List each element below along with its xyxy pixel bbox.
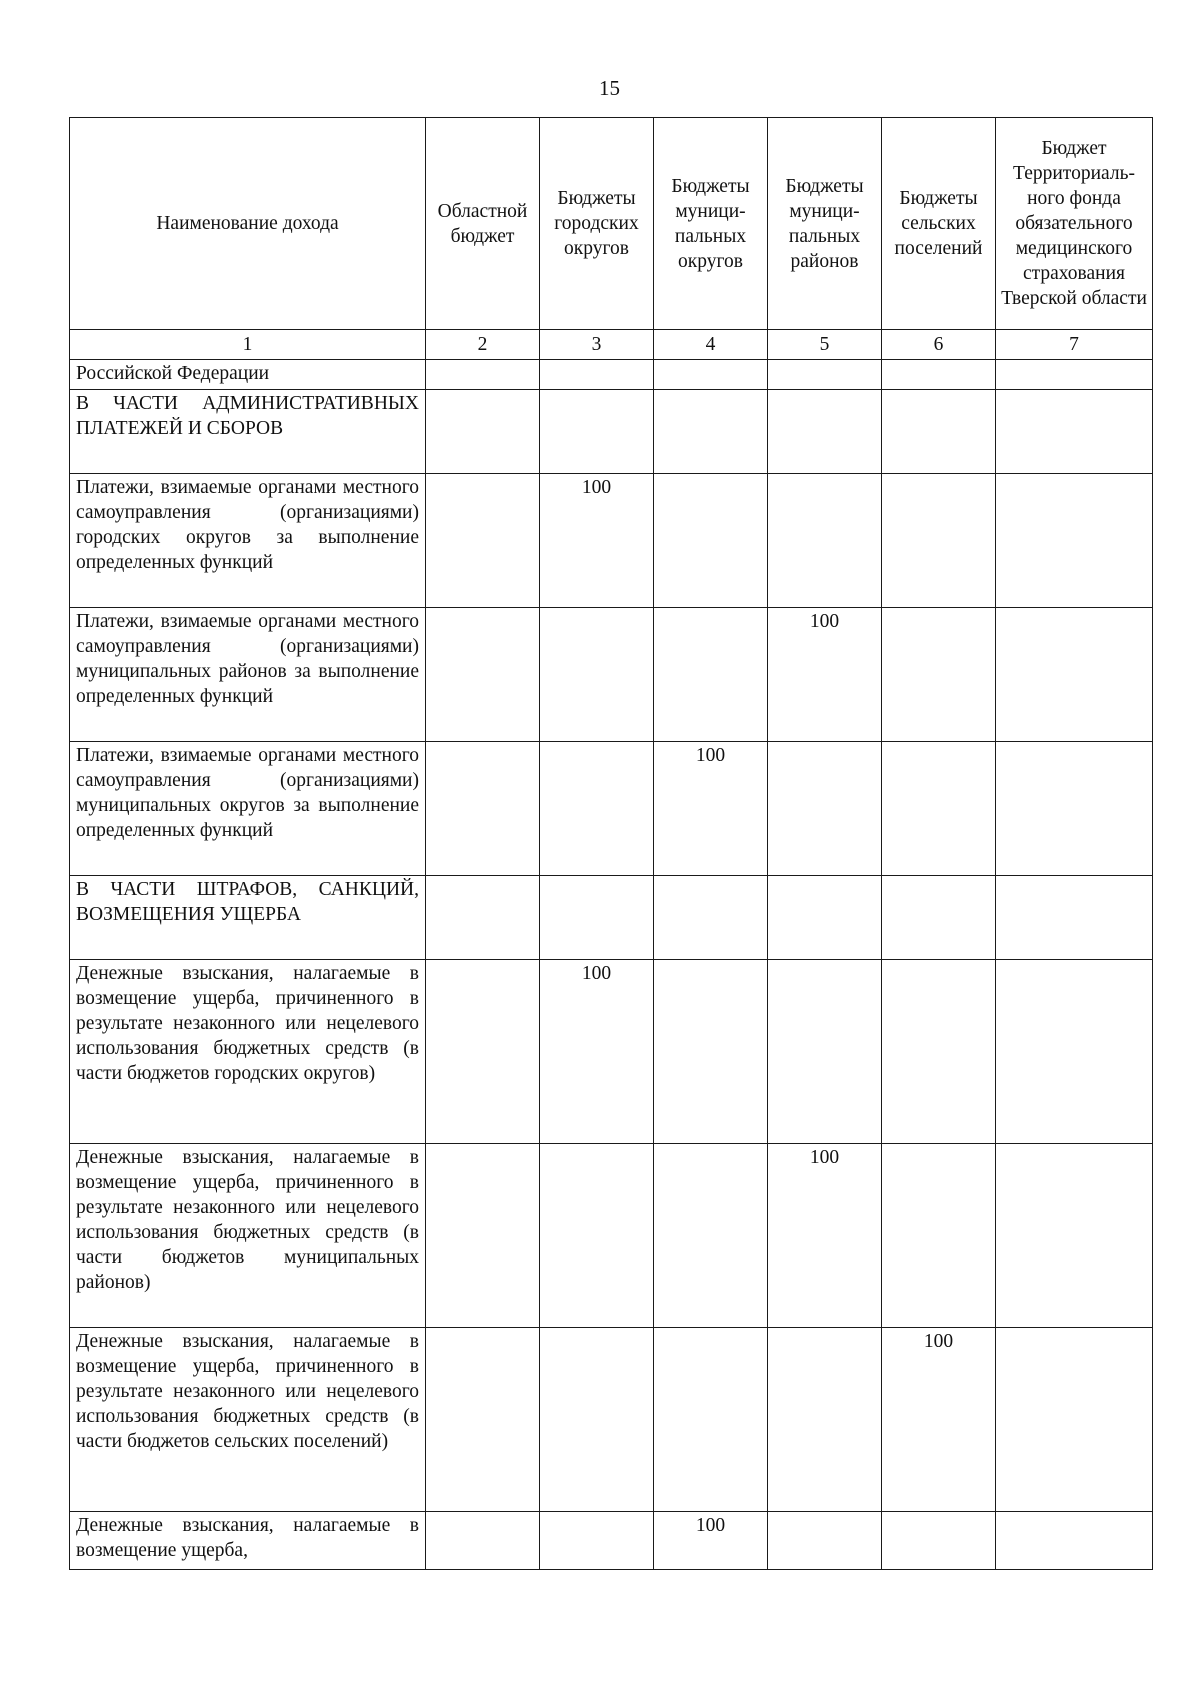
municipal-districts-cell (654, 360, 768, 390)
municipal-raions-cell (768, 960, 882, 1144)
section-title: В ЧАСТИ АДМИНИСТРАТИВНЫХ ПЛАТЕЖЕЙ И СБОРОВ (70, 390, 426, 474)
income-name: Российской Федерации (70, 360, 426, 390)
table-row (70, 608, 1153, 742)
health-fund-cell (996, 1512, 1153, 1570)
health-fund-cell (996, 960, 1153, 1144)
regional-budget-cell (426, 960, 540, 1144)
city-districts-cell (540, 608, 654, 742)
revenue-distribution-table (69, 117, 1153, 1570)
regional-budget-cell (426, 1144, 540, 1328)
city-districts-cell (540, 1512, 654, 1570)
municipal-districts-cell: 100 (654, 1512, 768, 1570)
column-number-row (70, 330, 1153, 360)
header-city-districts: Бюджеты городских округов (540, 118, 654, 330)
income-name: Платежи, взимаемые органами местного самоуправления (организациями) муниципальных районов за выполнение определенных функций (70, 608, 426, 742)
column-number: 4 (654, 330, 768, 360)
section-row (70, 876, 1153, 960)
column-number: 2 (426, 330, 540, 360)
city-districts-cell (540, 742, 654, 876)
city-districts-cell (540, 1328, 654, 1512)
table-row (70, 742, 1153, 876)
health-fund-cell (996, 360, 1153, 390)
header-municipal-raions: Бюджеты муници-пальных районов (768, 118, 882, 330)
city-districts-cell (540, 390, 654, 474)
municipal-districts-cell (654, 1144, 768, 1328)
regional-budget-cell (426, 608, 540, 742)
column-number: 5 (768, 330, 882, 360)
health-fund-cell (996, 1328, 1153, 1512)
municipal-raions-cell (768, 1512, 882, 1570)
header-row (70, 118, 1153, 330)
health-fund-cell (996, 876, 1153, 960)
column-number: 6 (882, 330, 996, 360)
rural-settlements-cell (882, 390, 996, 474)
municipal-raions-cell (768, 360, 882, 390)
regional-budget-cell (426, 390, 540, 474)
municipal-raions-cell: 100 (768, 608, 882, 742)
municipal-districts-cell (654, 390, 768, 474)
city-districts-cell (540, 360, 654, 390)
regional-budget-cell (426, 742, 540, 876)
header-income-name: Наименование дохода (70, 118, 426, 330)
municipal-raions-cell (768, 742, 882, 876)
table-row (70, 1144, 1153, 1328)
municipal-districts-cell (654, 1328, 768, 1512)
section-row (70, 390, 1153, 474)
regional-budget-cell (426, 1328, 540, 1512)
table-row (70, 960, 1153, 1144)
regional-budget-cell (426, 876, 540, 960)
table-row (70, 1512, 1153, 1570)
income-name: Денежные взыскания, налагаемые в возмещение ущерба, причиненного в результате незаконного или нецелевого использования бюджетных средств (в части бюджетов муниципальных районов) (70, 1144, 426, 1328)
city-districts-cell: 100 (540, 474, 654, 608)
municipal-districts-cell (654, 474, 768, 608)
rural-settlements-cell (882, 876, 996, 960)
income-name: Платежи, взимаемые органами местного самоуправления (организациями) городских округов за выполнение определенных функций (70, 474, 426, 608)
column-number: 7 (996, 330, 1153, 360)
header-health-insurance-fund: Бюджет Территориаль-ного фонда обязательного медицинского страхования Тверской области (996, 118, 1153, 330)
income-name: Денежные взыскания, налагаемые в возмещение ущерба, причиненного в результате незаконного или нецелевого использования бюджетных средств (в части бюджетов городских округов) (70, 960, 426, 1144)
table-row (70, 360, 1153, 390)
health-fund-cell (996, 742, 1153, 876)
income-name: Денежные взыскания, налагаемые в возмещение ущерба, (70, 1512, 426, 1570)
rural-settlements-cell (882, 960, 996, 1144)
rural-settlements-cell (882, 360, 996, 390)
health-fund-cell (996, 474, 1153, 608)
municipal-raions-cell (768, 474, 882, 608)
regional-budget-cell (426, 360, 540, 390)
section-title: В ЧАСТИ ШТРАФОВ, САНКЦИЙ, ВОЗМЕЩЕНИЯ УЩЕРБА (70, 876, 426, 960)
municipal-raions-cell: 100 (768, 1144, 882, 1328)
municipal-districts-cell (654, 960, 768, 1144)
municipal-raions-cell (768, 1328, 882, 1512)
rural-settlements-cell (882, 1512, 996, 1570)
column-number: 1 (70, 330, 426, 360)
rural-settlements-cell (882, 742, 996, 876)
municipal-districts-cell: 100 (654, 742, 768, 876)
rural-settlements-cell: 100 (882, 1328, 996, 1512)
header-municipal-districts: Бюджеты муници-пальных округов (654, 118, 768, 330)
table-row (70, 474, 1153, 608)
city-districts-cell (540, 876, 654, 960)
regional-budget-cell (426, 474, 540, 608)
health-fund-cell (996, 1144, 1153, 1328)
municipal-districts-cell (654, 876, 768, 960)
column-number: 3 (540, 330, 654, 360)
page-number: 15 (599, 76, 620, 100)
table-row (70, 1328, 1153, 1512)
income-name: Денежные взыскания, налагаемые в возмещение ущерба, причиненного в результате незаконного или нецелевого использования бюджетных средств (в части бюджетов сельских поселений) (70, 1328, 426, 1512)
city-districts-cell: 100 (540, 960, 654, 1144)
municipal-districts-cell (654, 608, 768, 742)
health-fund-cell (996, 608, 1153, 742)
header-rural-settlements: Бюджеты сельских поселений (882, 118, 996, 330)
rural-settlements-cell (882, 474, 996, 608)
municipal-raions-cell (768, 876, 882, 960)
regional-budget-cell (426, 1512, 540, 1570)
municipal-raions-cell (768, 390, 882, 474)
header-regional-budget: Областной бюджет (426, 118, 540, 330)
city-districts-cell (540, 1144, 654, 1328)
rural-settlements-cell (882, 608, 996, 742)
health-fund-cell (996, 390, 1153, 474)
income-name: Платежи, взимаемые органами местного самоуправления (организациями) муниципальных округов за выполнение определенных функций (70, 742, 426, 876)
rural-settlements-cell (882, 1144, 996, 1328)
